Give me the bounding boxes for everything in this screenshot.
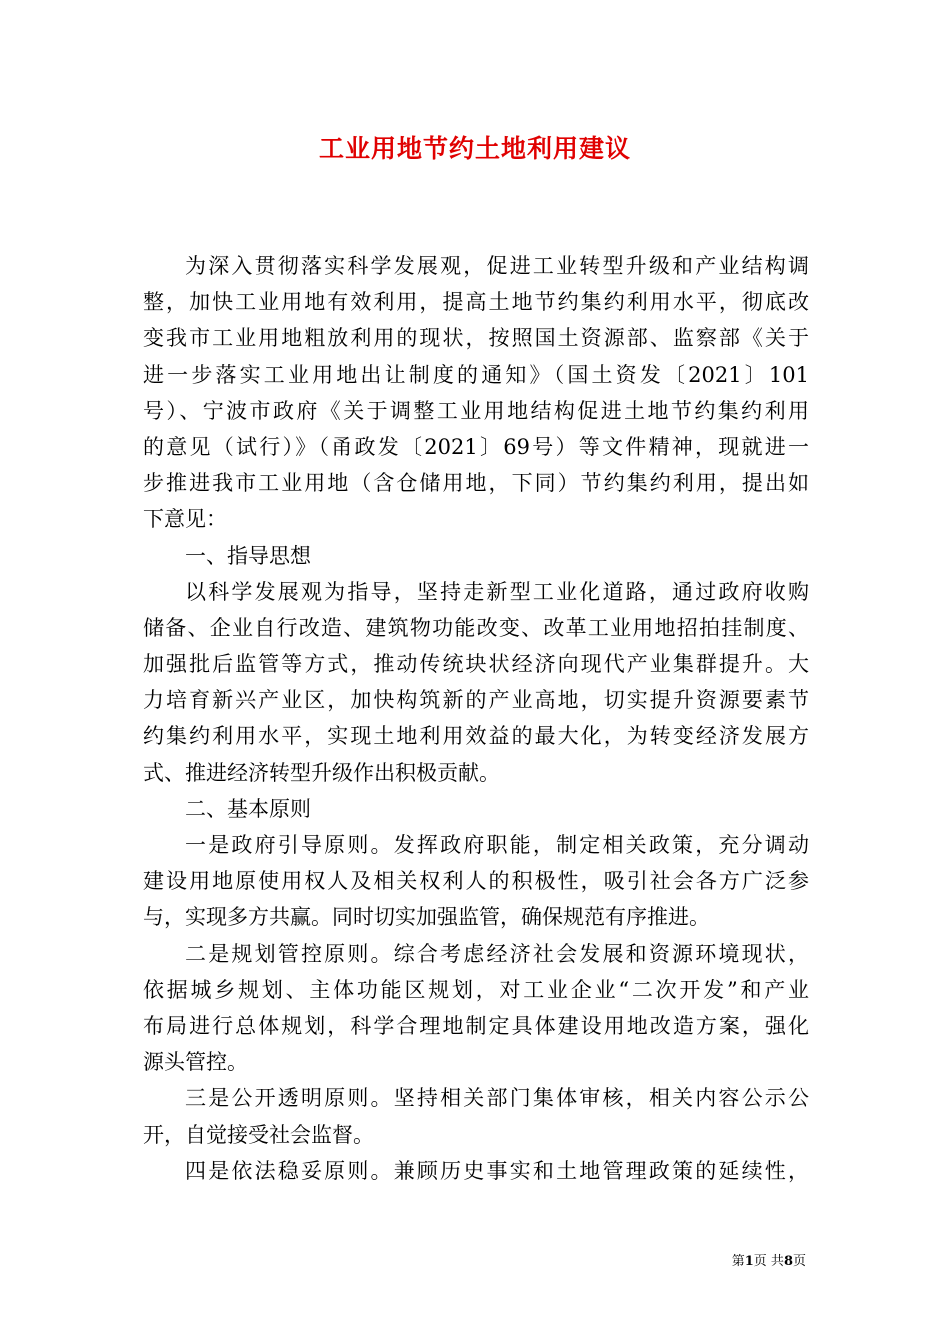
footer-middle: 页 共 <box>753 1254 784 1269</box>
section-heading: 二、基本原则 <box>185 796 311 821</box>
body-line: 下意见： <box>143 507 227 532</box>
body-line: 变我市工业用地粗放利用的现状，按照国土资源部、监察部《关于 <box>143 326 809 351</box>
body-line: 的意见（试行）》（甬政发〔2021〕69号）等文件精神，现就进一 <box>143 434 809 459</box>
body-line: 约集约利用水平，实现土地利用效益的最大化，为转变经济发展方 <box>143 724 809 749</box>
footer-prefix: 第 <box>731 1254 745 1269</box>
body-line: 式、推进经济转型升级作出积极贡献。 <box>143 760 500 785</box>
body-line: 二是规划管控原则。综合考虑经济社会发展和资源环境现状， <box>185 941 809 966</box>
body-line: 布局进行总体规划，科学合理地制定具体建设用地改造方案，强化 <box>143 1013 809 1038</box>
body-line: 源头管控。 <box>143 1050 248 1075</box>
body-line: 以科学发展观为指导，坚持走新型工业化道路，通过政府收购 <box>185 579 809 604</box>
total-pages-number: 8 <box>783 1254 793 1269</box>
body-line: 为深入贯彻落实科学发展观，促进工业转型升级和产业结构调 <box>185 254 809 278</box>
footer-suffix: 页 <box>792 1254 806 1269</box>
body-line: 开，自觉接受社会监督。 <box>143 1122 374 1147</box>
body-line: 依据城乡规划、主体功能区规划，对工业企业“二次开发”和产业 <box>143 977 809 1002</box>
body-line: 三是公开透明原则。坚持相关部门集体审核，相关内容公示公 <box>185 1086 809 1111</box>
body-line: 建设用地原使用权人及相关权利人的积极性，吸引社会各方广泛参 <box>143 869 809 894</box>
body-line: 与，实现多方共赢。同时切实加强监管，确保规范有序推进。 <box>143 905 710 930</box>
body-line: 号）、宁波市政府《关于调整工业用地结构促进土地节约集约利用 <box>143 398 809 423</box>
body-line: 步推进我市工业用地（含仓储用地，下同）节约集约利用，提出如 <box>143 471 809 496</box>
body-line: 力培育新兴产业区，加快构筑新的产业高地，切实提升资源要素节 <box>143 688 809 713</box>
body-line: 整，加快工业用地有效利用，提高土地节约集约利用水平，彻底改 <box>143 290 809 315</box>
page-number-footer <box>732 1253 806 1271</box>
document-body <box>143 248 809 1189</box>
body-line: 进一步落实工业用地出让制度的通知》（国土资发〔2021〕101 <box>143 362 809 387</box>
body-line: 加强批后监管等方式，推动传统块状经济向现代产业集群提升。大 <box>143 652 809 677</box>
body-line: 四是依法稳妥原则。兼顾历史事实和土地管理政策的延续性， <box>185 1158 809 1183</box>
body-line: 一是政府引导原则。发挥政府职能，制定相关政策，充分调动 <box>185 833 809 857</box>
document-title: 工业用地节约土地利用建议 <box>318 134 631 163</box>
section-heading: 一、指导思想 <box>185 543 311 568</box>
body-line: 储备、企业自行改造、建筑物功能改变、改革工业用地招拍挂制度、 <box>143 615 809 640</box>
current-page-number: 1 <box>744 1254 754 1269</box>
